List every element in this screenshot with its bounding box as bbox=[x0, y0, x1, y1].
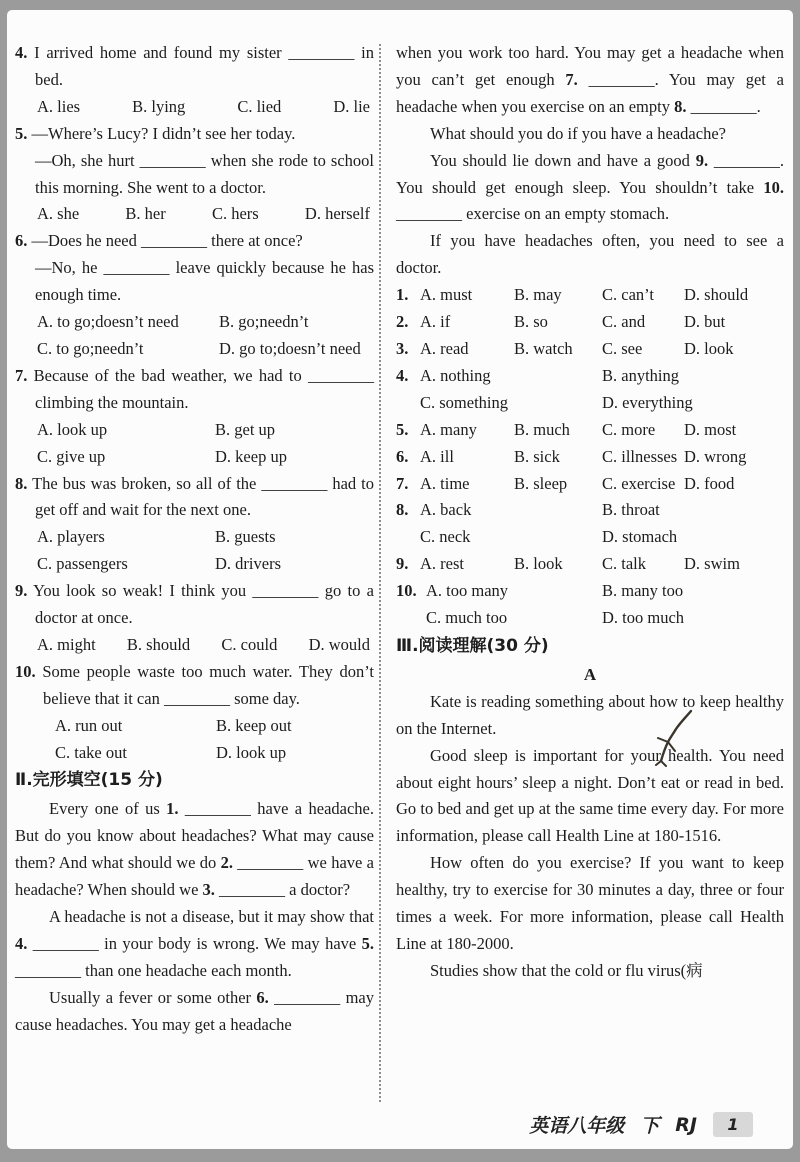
option-d: D. herself bbox=[304, 204, 370, 224]
option-b: B. many too bbox=[602, 581, 684, 601]
option-d: D. keep up bbox=[215, 446, 287, 466]
option-b: B. look bbox=[514, 554, 563, 574]
question-text: —No, he ________ leave quickly because he has enough time. bbox=[35, 258, 374, 305]
cloze-paragraph: You should lie down and have a good 9. ________. You should get enough sleep. You shouldn’t take 10. ________ exercise on an empty stomach. bbox=[396, 150, 784, 224]
question-text: —Does he need ________ there at once? bbox=[31, 231, 303, 251]
footer-book-title: 英语八年级 bbox=[529, 1115, 625, 1137]
option-c: C. passengers bbox=[37, 554, 128, 574]
footer-volume: 下 bbox=[640, 1115, 660, 1137]
option-a: A. read bbox=[420, 338, 469, 358]
reading-paragraph: How often do you exercise? If you want to keep healthy, try to exercise for 30 minutes a day, three or four times a week. For more information, please call Health Line at 180-2000. bbox=[396, 853, 784, 953]
option-c: C. and bbox=[602, 312, 646, 332]
options-row bbox=[37, 94, 370, 121]
answer-number bbox=[396, 524, 420, 551]
option-c: C. could bbox=[221, 634, 278, 654]
question-7 bbox=[15, 363, 374, 471]
question-text: Because of the bad weather, we had to ________ climbing the mountain. bbox=[33, 365, 374, 412]
option-b: B. go;needn’t bbox=[219, 312, 309, 332]
cloze-answer-row-10 bbox=[396, 578, 784, 605]
reading-paragraph: Kate is reading something about how to keep healthy on the Internet. bbox=[396, 691, 784, 738]
option-d: D. food bbox=[684, 473, 735, 493]
options-row bbox=[37, 551, 374, 578]
question-text: —Where’s Lucy? I didn’t see her today. bbox=[31, 123, 296, 143]
answer-number: 2. bbox=[396, 312, 409, 332]
cloze-paragraph: What should you do if you have a headache? bbox=[430, 123, 726, 143]
section-heading-cloze: Ⅱ.完形填空(15 分) bbox=[15, 770, 163, 791]
cloze-answer-row-1 bbox=[396, 282, 784, 309]
option-d: D. stomach bbox=[602, 527, 678, 547]
options-row bbox=[37, 309, 374, 336]
question-number: 10. bbox=[15, 661, 36, 681]
option-a: A. might bbox=[37, 634, 96, 654]
question-8 bbox=[15, 471, 374, 579]
two-column-layout bbox=[7, 10, 793, 1102]
reading-paragraph: Good sleep is important for your health. You need about eight hours’ sleep a night. Don’t eat or read in bed. Go to bed and get up at the same time every day. For more information, please call Health Line at 180-1516. bbox=[396, 745, 784, 846]
option-b: B. her bbox=[125, 204, 166, 224]
cloze-answer-row-5 bbox=[396, 417, 784, 444]
option-c: C. more bbox=[602, 419, 656, 439]
cloze-answer-row-2 bbox=[396, 309, 784, 336]
option-a: A. players bbox=[37, 527, 105, 547]
answer-number: 8. bbox=[396, 500, 409, 520]
cloze-answer-row-9 bbox=[396, 551, 784, 578]
option-b: B. guests bbox=[215, 527, 276, 547]
option-b: B. lying bbox=[132, 96, 186, 116]
option-c: C. illnesses bbox=[602, 446, 678, 466]
question-text: Some people waste too much water. They don’t believe that it can ________ some day. bbox=[42, 661, 374, 708]
option-d: D. too much bbox=[602, 608, 685, 628]
options-row bbox=[37, 632, 370, 659]
option-c: C. neck bbox=[420, 527, 471, 547]
page-footer bbox=[529, 1111, 753, 1138]
cloze-paragraph: Every one of us 1. ________ have a headache. But do you know about headaches? What may cause them? And what should we do 2. ________ we have a headache? When should we 3. ________ a doctor? bbox=[15, 799, 375, 900]
option-d: D. go to;doesn’t need bbox=[219, 338, 361, 358]
option-b: B. watch bbox=[514, 338, 573, 358]
option-d: D. look up bbox=[216, 742, 287, 762]
options-row bbox=[37, 201, 370, 228]
scanned-book-page bbox=[7, 10, 793, 1149]
option-b: B. sick bbox=[514, 446, 560, 466]
left-column bbox=[7, 40, 379, 1102]
passage-label: A bbox=[583, 664, 597, 684]
cloze-paragraph: when you work too hard. You may get a headache when you can’t get enough 7. ________. You may get a headache when you exercise on an empty 8. ________. bbox=[396, 43, 784, 116]
question-number: 7. bbox=[15, 365, 28, 385]
option-a: A. must bbox=[420, 285, 473, 305]
question-9 bbox=[15, 578, 374, 659]
option-a: A. ill bbox=[420, 446, 454, 466]
option-d: D. swim bbox=[684, 554, 740, 574]
option-d: D. most bbox=[684, 419, 737, 439]
answer-number bbox=[396, 605, 426, 632]
options-row bbox=[37, 336, 374, 363]
option-c: C. see bbox=[602, 338, 643, 358]
option-c: C. give up bbox=[37, 446, 106, 466]
option-b: B. throat bbox=[602, 500, 660, 520]
question-4 bbox=[15, 40, 374, 121]
option-c: C. much too bbox=[426, 608, 508, 628]
option-a: A. too many bbox=[426, 581, 509, 601]
option-b: B. much bbox=[514, 419, 570, 439]
option-a: A. back bbox=[420, 500, 472, 520]
answer-number: 1. bbox=[396, 285, 409, 305]
option-c: C. exercise bbox=[602, 473, 676, 493]
option-c: C. lied bbox=[237, 96, 282, 116]
option-d: D. but bbox=[684, 312, 726, 332]
answer-number: 10. bbox=[396, 581, 417, 601]
option-d: D. drivers bbox=[215, 554, 281, 574]
question-text: —Oh, she hurt ________ when she rode to school this morning. She went to a doctor. bbox=[35, 150, 374, 197]
cloze-answer-row-4 bbox=[396, 363, 784, 390]
footer-edition: RJ bbox=[675, 1113, 697, 1136]
option-d: D. should bbox=[684, 285, 749, 305]
question-text: You look so weak! I think you ________ go to a doctor at once. bbox=[33, 581, 375, 628]
option-d: D. would bbox=[308, 634, 370, 654]
option-d: D. wrong bbox=[684, 446, 747, 466]
options-row bbox=[55, 740, 374, 767]
cloze-answer-row-3 bbox=[396, 336, 784, 363]
answer-number: 4. bbox=[396, 365, 409, 385]
option-a: A. look up bbox=[37, 419, 108, 439]
option-b: B. anything bbox=[602, 365, 679, 385]
question-text: The bus was broken, so all of the ________ had to get off and wait for the next one. bbox=[32, 473, 375, 520]
question-number: 4. bbox=[15, 43, 28, 62]
answer-number: 6. bbox=[396, 446, 409, 466]
question-number: 8. bbox=[15, 473, 28, 493]
option-d: D. lie bbox=[333, 96, 370, 116]
question-5 bbox=[15, 121, 374, 229]
option-a: A. nothing bbox=[420, 365, 491, 385]
cloze-answer-row-8b bbox=[396, 524, 784, 551]
ink-smudge-mark bbox=[651, 708, 697, 770]
question-6 bbox=[15, 228, 374, 363]
cloze-answer-row-6 bbox=[396, 444, 784, 471]
option-c: C. to go;needn’t bbox=[37, 338, 144, 358]
cloze-answer-row-7 bbox=[396, 471, 784, 498]
answer-number: 9. bbox=[396, 554, 409, 574]
answer-number: 5. bbox=[396, 419, 409, 439]
answer-number: 3. bbox=[396, 338, 409, 358]
cloze-answer-row-10b bbox=[396, 605, 784, 632]
reading-paragraph: Studies show that the cold or flu virus(病 bbox=[430, 960, 703, 980]
option-b: B. may bbox=[514, 285, 562, 305]
section-heading-reading: Ⅲ.阅读理解(30 分) bbox=[396, 635, 549, 656]
options-row bbox=[55, 713, 374, 740]
option-d: D. look bbox=[684, 338, 734, 358]
option-c: C. hers bbox=[211, 204, 259, 224]
answer-number bbox=[396, 390, 420, 417]
question-10 bbox=[15, 659, 374, 767]
option-b: B. get up bbox=[215, 419, 276, 439]
question-number: 9. bbox=[15, 581, 28, 601]
option-b: B. should bbox=[126, 634, 191, 654]
cloze-paragraph: Usually a fever or some other 6. ________ may cause headaches. You may get a headache bbox=[15, 987, 374, 1034]
option-a: A. she bbox=[37, 204, 80, 224]
answer-number: 7. bbox=[396, 473, 409, 493]
options-row bbox=[37, 524, 374, 551]
option-d: D. everything bbox=[602, 392, 693, 412]
option-c: C. talk bbox=[602, 554, 646, 574]
option-a: A. time bbox=[420, 473, 470, 493]
cloze-paragraph: A headache is not a disease, but it may show that 4. ________ in your body is wrong. We may have 5. ________ than one headache each month. bbox=[15, 907, 374, 980]
cloze-paragraph: If you have headaches often, you need to see a doctor. bbox=[396, 231, 784, 278]
cloze-answer-row-8 bbox=[396, 497, 784, 524]
option-c: C. can’t bbox=[602, 285, 654, 305]
option-a: A. if bbox=[420, 312, 451, 332]
question-text: I arrived home and found my sister ________ in bed. bbox=[34, 43, 374, 89]
option-b: B. so bbox=[514, 312, 548, 332]
option-c: C. something bbox=[420, 392, 509, 412]
option-b: B. keep out bbox=[216, 715, 292, 735]
question-number: 5. bbox=[15, 123, 28, 143]
cloze-answer-row-4b bbox=[396, 390, 784, 417]
option-a: A. lies bbox=[37, 96, 81, 116]
option-b: B. sleep bbox=[514, 473, 568, 493]
option-a: A. rest bbox=[420, 554, 464, 574]
option-a: A. many bbox=[420, 419, 477, 439]
right-column bbox=[381, 40, 793, 1102]
option-a: A. to go;doesn’t need bbox=[37, 312, 179, 332]
options-row bbox=[37, 444, 374, 471]
question-number: 6. bbox=[15, 231, 28, 251]
options-row bbox=[37, 417, 374, 444]
page-number-badge: 1 bbox=[713, 1112, 753, 1137]
option-a: A. run out bbox=[55, 715, 123, 735]
option-c: C. take out bbox=[55, 742, 127, 762]
